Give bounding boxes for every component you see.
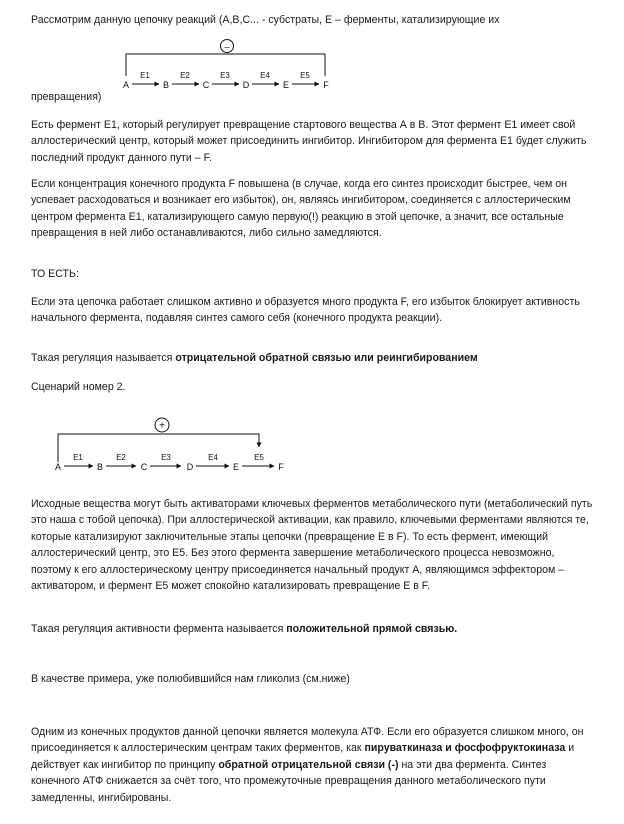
enzyme-e5: E5 [254,453,264,462]
paragraph-allosteric-activation: Исходные вещества могут быть активаторами ключевых ферментов метаболического пути (метаболический путь это наша с тобой цепочка). При аллостерической активации, как правило, ключевыми ферментами являются те, которые катализируют заключительные этапы цепочки (превращение Е в F). То есть фермент, имеющий аллостерический центр, это Е5. Без этого фермента завершение метаболического процесса невозможно, поэтому к его аллостерическому центру присоединяется начальный продукт А, являющимся эффектором – активатором, и фермент Е5 может спокойно катализировать превращение Е в F. [31,498,593,593]
positive-feedforward-term: положительной прямой связью. [286,623,458,635]
paragraph-negative-feedback [31,350,596,366]
paragraph-enzyme-e1: Есть фермент Е1, который регулирует превращение стартового вещества А в В. Этот фермент Е1 имеет свой аллостерический центр, который может присоединить ингибитор. Ингибитором для фермента Е1 будет служить последний продукт данного пути – F. [31,119,587,164]
substrate-b: B [162,80,170,90]
negative-feedback-text: Такая регуляция называется [31,352,176,364]
substrate-a: A [122,80,130,90]
atp-feedback-term: обратной отрицательной связи (-) [218,758,399,771]
negative-feedback-term: отрицательной обратной связью или реингибированием [175,352,478,364]
substrate-e: E [282,80,290,90]
substrate-e: E [232,462,240,472]
substrate-c: C [202,80,210,90]
atp-enzymes-term: пируваткиназа и фосфофруктокиназа [364,742,566,755]
paragraph-inhibition: Если концентрация конечного продукта F повышена (в случае, когда его синтез происходит быстрее, чем он успевает расходоваться и возникает его избыток), он, являясь ингибитором, соединяется с аллостерическим центром фермента Е1, катализирующего самую первую(!) реакцию в этой цепочке, а значит, все остальные превращения в ней либо останавливаются, либо сильно замедляются. [31,178,571,240]
intro-text-end: превращения) [31,91,102,103]
feed-forward-activation-diagram [48,412,298,478]
inhibition-sign-label: – [224,41,230,52]
paragraph-positive-feedforward [31,621,596,637]
atp-text-3: на эти два фермента. Синтез конечного АТФ снижается за счёт того, что промежуточные превращения данного метаболического пути замедленны, ингибированы. [31,758,547,804]
substrate-f: F [323,80,329,90]
substrate-f: F [278,462,284,472]
enzyme-e2: E2 [180,71,190,80]
paragraph-that-is: ТО ЕСТЬ: [31,268,79,280]
enzyme-e5: E5 [300,71,310,80]
atp-text-1: Одним из конечных продуктов данной цепочки является молекула АТФ. Если его образуется слишком много, он присоединяется к аллостерическим центрам таких ферментов, как [31,726,584,755]
substrate-d: D [242,80,250,90]
substrate-d: D [186,462,194,472]
scenario-2-heading: Сценарий номер 2. [31,381,126,393]
feedback-inhibition-diagram [118,34,338,96]
feed-forward-line [58,434,259,462]
enzyme-e2: E2 [116,453,126,462]
activation-sign-label: + [159,420,165,432]
intro-text: Рассмотрим данную цепочку реакций (А,В,С... - субстраты, Е – ферменты, катализирующие их [31,14,500,26]
enzyme-e1: E1 [73,453,83,462]
reaction-chain-2 [55,453,284,472]
enzyme-e1: E1 [140,71,150,80]
atp-text-2: и действует как ингибитор по принципу [31,742,575,771]
enzyme-e3: E3 [161,453,171,462]
paragraph-excess-product: Если эта цепочка работает слишком активно и образуется много продукта F, его избыток блокирует активность начального фермента, подавляя синтез самого себя (конечного продукта реакции). [31,296,580,325]
enzyme-e4: E4 [260,71,270,80]
substrate-b: B [96,462,104,472]
reaction-chain-1 [123,71,329,90]
enzyme-e3: E3 [220,71,230,80]
substrate-c: C [140,462,148,472]
substrate-a: A [54,462,62,472]
paragraph-atp [31,724,596,806]
paragraph-glycolysis-example: В качестве примера, уже полюбившийся нам гликолиз (см.ниже) [31,673,350,685]
positive-feedforward-text: Такая регуляция активности фермента называется [31,623,287,635]
enzyme-e4: E4 [208,453,218,462]
